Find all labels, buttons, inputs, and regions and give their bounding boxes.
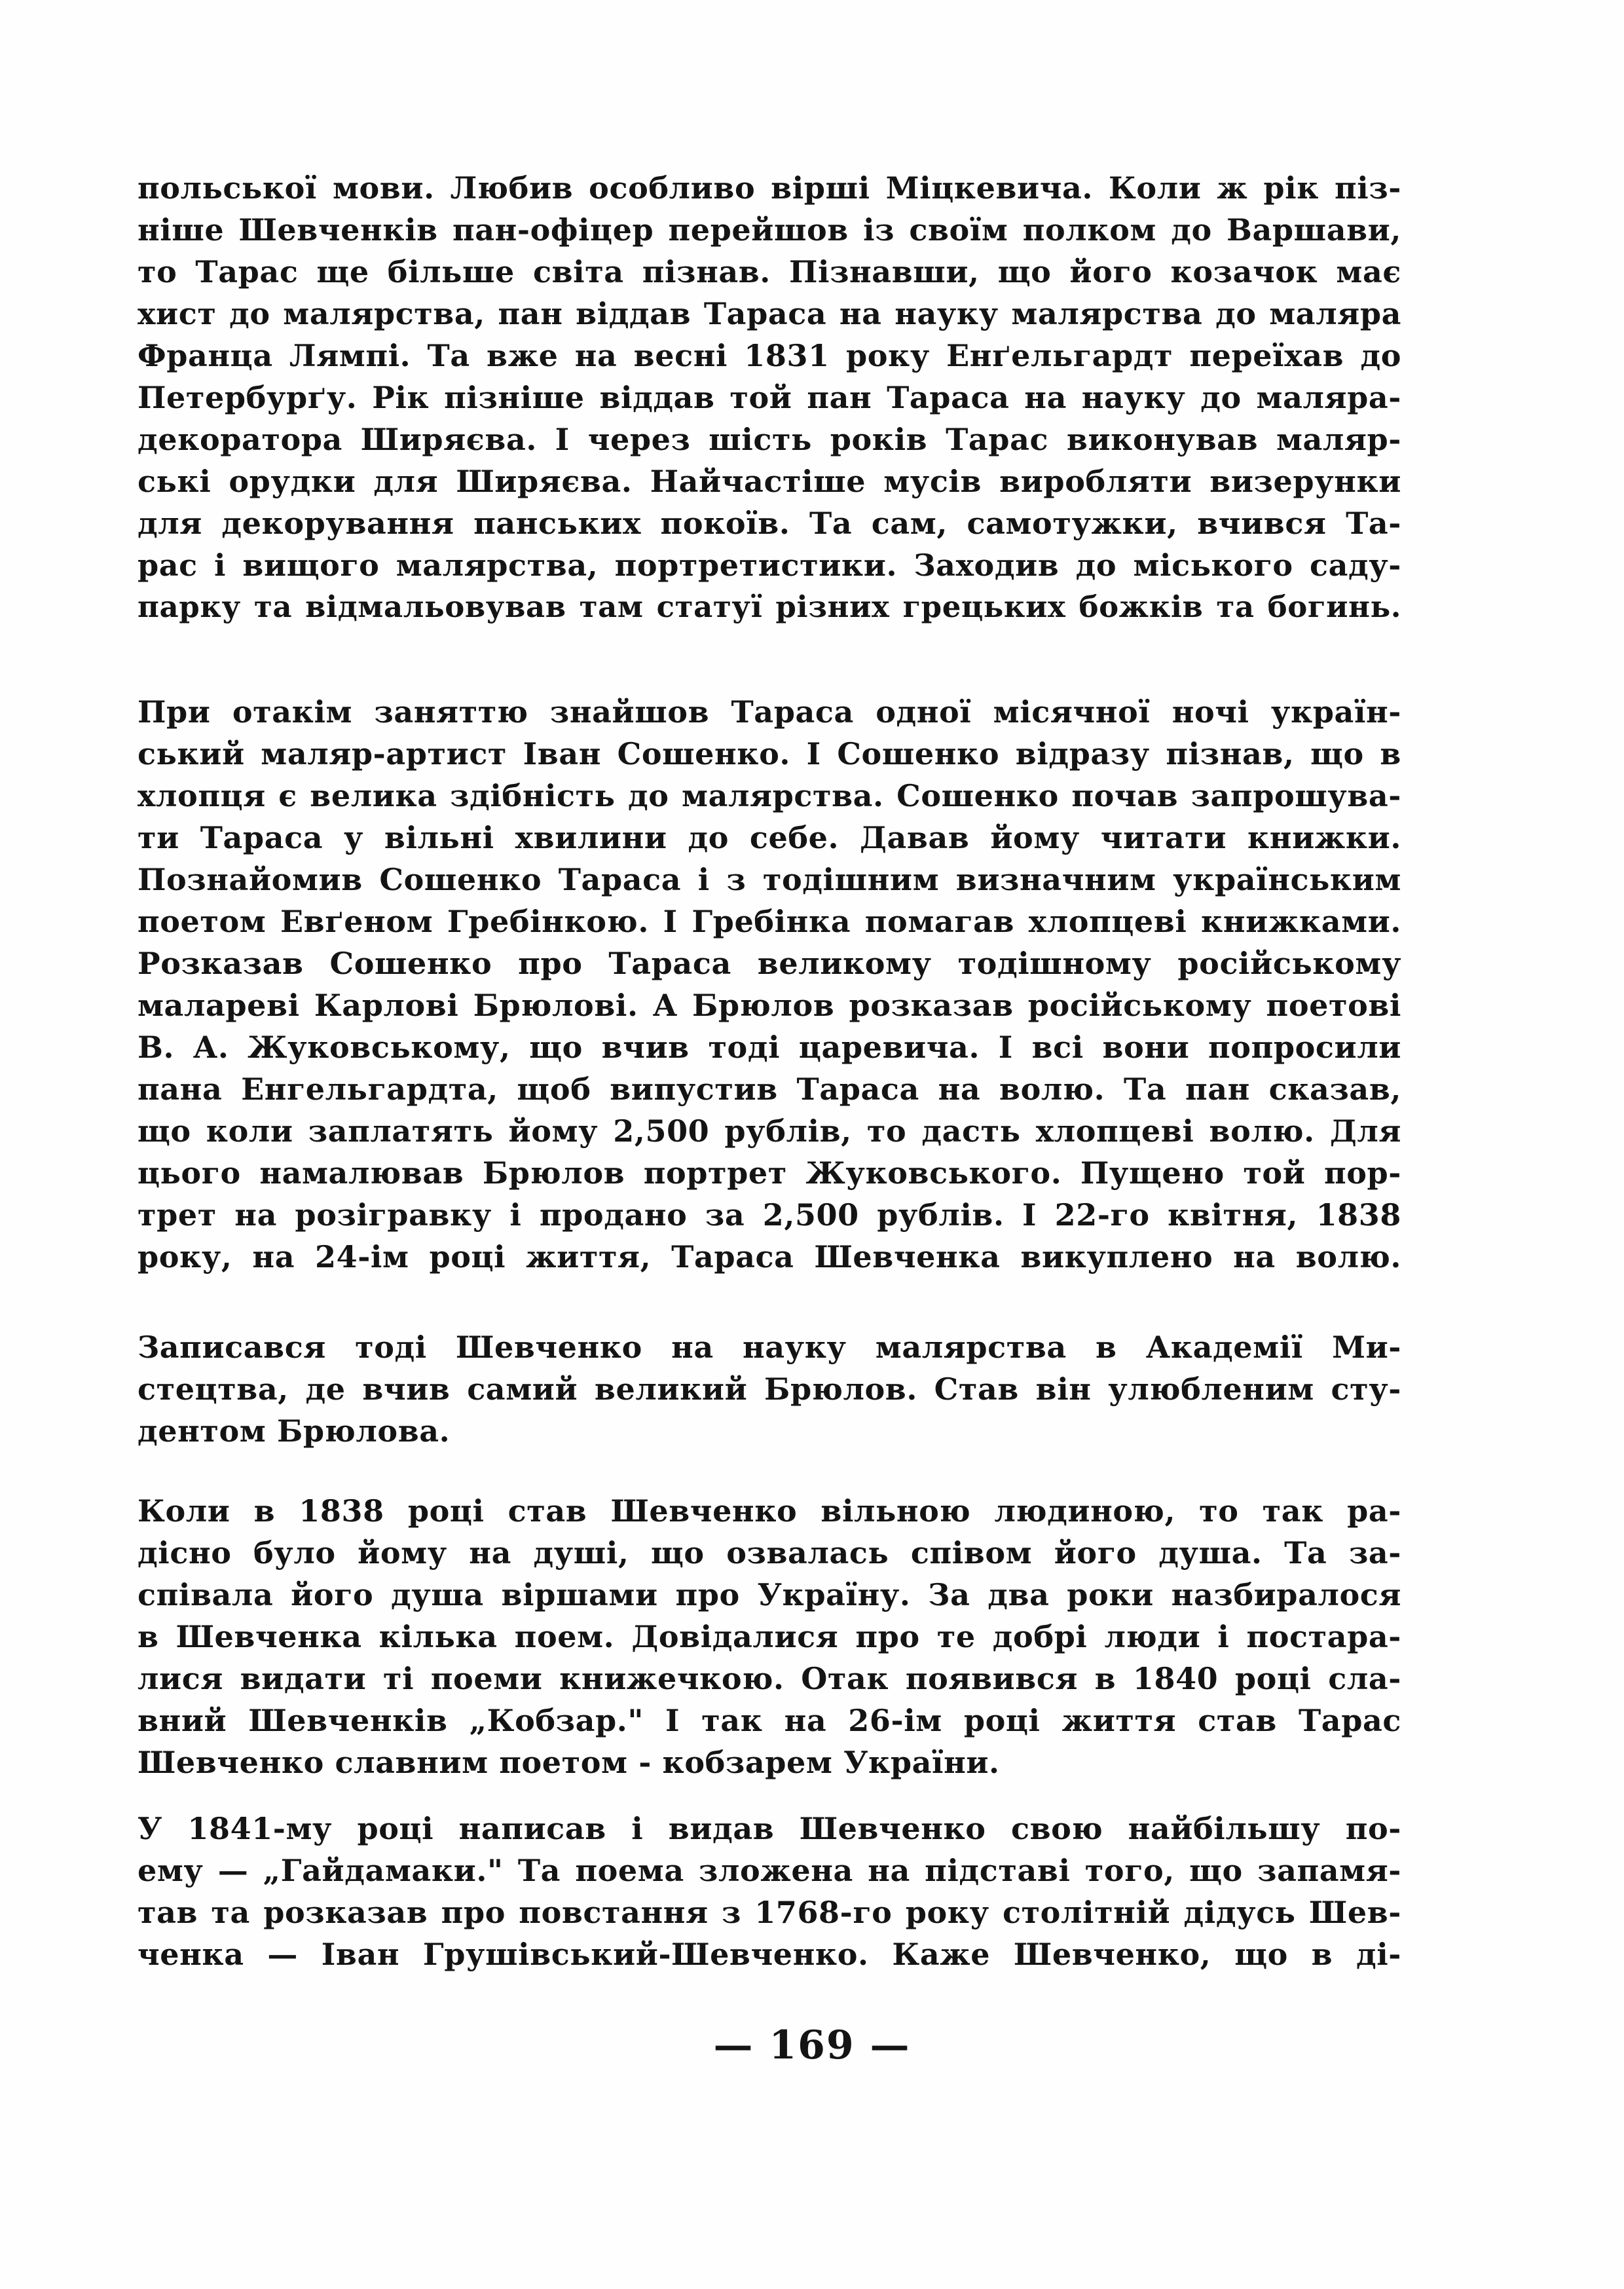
page-number: — 169 — — [713, 2022, 911, 2068]
text-line: ченка — Іван Грушівський-Шевченко. Каже Шевченко, що в ді- — [138, 1937, 1401, 1972]
text-line: вний Шевченків „Кобзар." І так на 26-ім році життя став Тарас — [138, 1703, 1401, 1738]
text-line: ські орудки для Ширяєва. Найчастіше мусів виробляти визерунки — [138, 464, 1401, 499]
text-line: декоратора Ширяєва. І через шість років Тарас виконував маляр- — [138, 422, 1401, 457]
text-line: стецтва, де вчив самий великий Брюлов. Став він улюбленим сту- — [138, 1371, 1401, 1407]
text-line: то Тарас ще більше світа пізнав. Пізнавши, що його козачок має — [138, 254, 1401, 289]
paragraph-2 — [138, 691, 1401, 1278]
text-line: Франца Лямпі. Та вже на весні 1831 року Енґельгардт переїхав до — [138, 338, 1401, 373]
text-line: співала його душа віршами про Україну. За два роки назбиралося — [138, 1577, 1401, 1612]
text-line: року, на 24-ім році життя, Тараса Шевченка викуплено на волю. — [138, 1239, 1401, 1275]
text-line: що коли заплатять йому 2,500 рублів, то дасть хлопцеві волю. Для — [138, 1113, 1401, 1149]
text-line: Познайомив Сошенко Тараса і з тодішним визначним українським — [138, 862, 1401, 897]
text-line: рас і вищого малярства, портретистики. Заходив до міського саду- — [138, 548, 1401, 583]
paragraph-3 — [138, 1326, 1401, 1452]
text-line: ему — „Гайдамаки." Та поема зложена на підставі того, що запамя- — [138, 1853, 1401, 1888]
text-line: Розказав Сошенко про Тараса великому тодішному російському — [138, 946, 1401, 981]
text-line: дісно було йому на душі, що озвалась співом його душа. Та за- — [138, 1535, 1401, 1571]
text-line: ніше Шевченків пан-офіцер перейшов із своїм полком до Варшави, — [138, 212, 1401, 248]
text-line: хист до малярства, пан віддав Тараса на науку малярства до маляра — [138, 296, 1401, 331]
text-line: Шевченко славним поетом - кобзарем України. — [138, 1745, 1000, 1780]
text-line: При отакім заняттю знайшов Тараса одної місячної ночі україн- — [138, 694, 1401, 730]
text-line: ти Тараса у вільні хвилини до себе. Давав йому читати книжки. — [138, 820, 1401, 855]
paragraph-1 — [138, 167, 1401, 628]
text-line: хлопця є велика здібність до малярства. Сошенко почав запрошува- — [138, 778, 1401, 813]
text-line: парку та відмальовував там статуї різних грецьких божків та богинь. — [138, 589, 1401, 624]
text-line: в Шевченка кілька поем. Довідалися про те добрі люди і постара- — [138, 1619, 1401, 1654]
paragraph-4 — [138, 1490, 1401, 1783]
text-line: малареві Карлові Брюлові. А Брюлов розказав російському поетові — [138, 988, 1401, 1023]
paragraph-5 — [138, 1808, 1401, 1975]
text-line: лися видати ті поеми книжечкою. Отак появився в 1840 році сла- — [138, 1661, 1401, 1696]
text-line: ський маляр-артист Іван Сошенко. І Сошенко відразу пізнав, що в — [138, 736, 1401, 772]
text-line: цього намалював Брюлов портрет Жуковського. Пущено той пор- — [138, 1155, 1401, 1191]
text-line: тав та розказав про повстання з 1768-го року столітній дідусь Шев- — [138, 1895, 1401, 1930]
text-line: У 1841-му році написав і видав Шевченко свою найбільшу по- — [138, 1811, 1401, 1846]
text-line: В. А. Жуковському, що вчив тоді царевича. І всі вони попросили — [138, 1030, 1401, 1065]
text-line: дентом Брюлова. — [138, 1413, 451, 1449]
text-line: польської мови. Любив особливо вірші Міцкевича. Коли ж рік піз- — [138, 170, 1401, 206]
text-line: пана Енгельгардта, щоб випустив Тараса на волю. Та пан сказав, — [138, 1071, 1401, 1107]
text-line: Петербурґу. Рік пізніше віддав той пан Тараса на науку до маляра- — [138, 380, 1401, 415]
text-line: поетом Евґеном Гребінкою. І Гребінка помагав хлопцеві книжками. — [138, 904, 1401, 939]
text-line: Коли в 1838 році став Шевченко вільною людиною, то так ра- — [138, 1493, 1401, 1529]
text-line: для декорування панських покоїв. Та сам, самотужки, вчився Та- — [138, 506, 1401, 541]
text-line: трет на розігравку і продано за 2,500 рублів. І 22-го квітня, 1838 — [138, 1197, 1401, 1233]
text-line: Записався тоді Шевченко на науку малярства в Академії Ми- — [138, 1330, 1401, 1365]
